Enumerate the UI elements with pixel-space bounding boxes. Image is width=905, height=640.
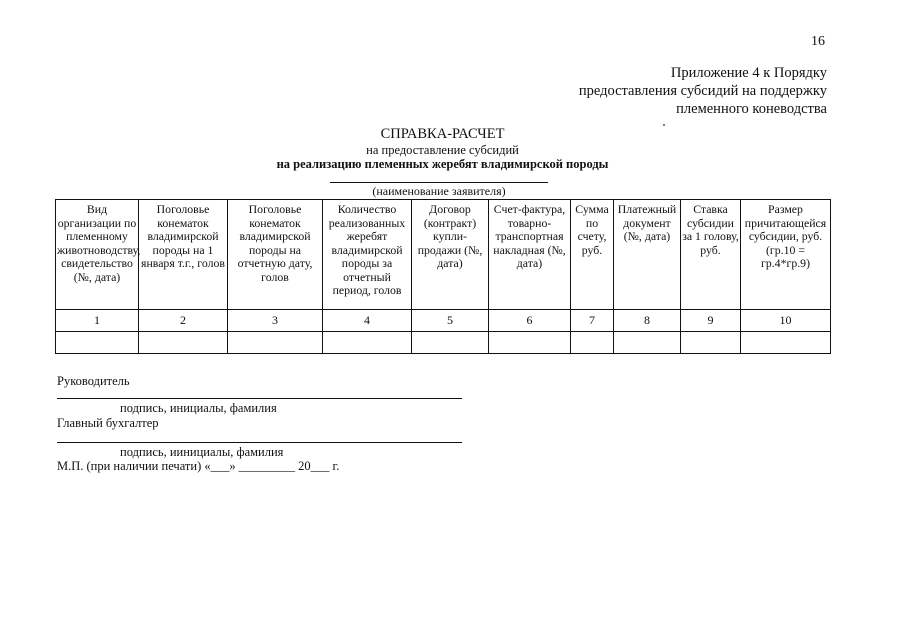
accountant-signature-caption: подпись, иинициалы, фамилия xyxy=(120,445,284,459)
appendix-reference xyxy=(579,64,827,118)
applicant-caption: (наименование заявителя) xyxy=(372,184,506,198)
document-subtitle: на предоставление субсидий xyxy=(366,143,519,157)
head-label: Руководитель xyxy=(57,374,130,388)
table-cell xyxy=(412,332,489,354)
page-number: 16 xyxy=(811,34,825,49)
table-cell xyxy=(741,332,831,354)
column-header: Договор (контракт) купли-продажи (№, дата) xyxy=(412,200,489,310)
table-row-empty xyxy=(56,332,831,354)
column-number: 1 xyxy=(56,310,139,332)
column-header: Количество реализованных жеребят владимирской породы за отчетный период, голов xyxy=(323,200,412,310)
table-cell xyxy=(681,332,741,354)
column-header: Сумма по счету, руб. xyxy=(571,200,614,310)
document-title: СПРАВКА-РАСЧЕТ xyxy=(380,126,505,142)
column-number: 2 xyxy=(139,310,228,332)
accountant-signature-line xyxy=(57,442,462,443)
table-header-row xyxy=(56,200,831,310)
column-header: Поголовье конематок владимирской породы на 1 января т.г., голов xyxy=(139,200,228,310)
column-number: 8 xyxy=(614,310,681,332)
appendix-line-3: племенного коневодства xyxy=(676,101,827,117)
head-signature-caption: подпись, инициалы, фамилия xyxy=(120,401,277,415)
column-number: 9 xyxy=(681,310,741,332)
column-header: Поголовье конематок владимирской породы на отчетную дату, голов xyxy=(228,200,323,310)
column-number: 3 xyxy=(228,310,323,332)
appendix-line-1: Приложение 4 к Порядку xyxy=(670,65,827,81)
table-cell xyxy=(614,332,681,354)
stamp-date-line: М.П. (при наличии печати) «___» _________ 20___ г. xyxy=(57,459,340,473)
head-signature-line xyxy=(57,398,462,399)
column-number: 5 xyxy=(412,310,489,332)
table-cell xyxy=(56,332,139,354)
chief-accountant-label: Главный бухгалтер xyxy=(57,416,159,430)
column-header: Платежный документ (№, дата) xyxy=(614,200,681,310)
table-cell xyxy=(571,332,614,354)
column-header: Ставка субсидии за 1 голову, руб. xyxy=(681,200,741,310)
column-number: 10 xyxy=(741,310,831,332)
title-block xyxy=(0,126,885,172)
table-cell xyxy=(139,332,228,354)
table-cell xyxy=(323,332,412,354)
column-number: 7 xyxy=(571,310,614,332)
applicant-name-line xyxy=(330,182,548,183)
table-cell xyxy=(228,332,323,354)
column-number-row xyxy=(56,310,831,332)
column-number: 4 xyxy=(323,310,412,332)
calculation-table xyxy=(55,199,831,354)
column-header: Счет-фактура, товарно-транспортная накладная (№, дата) xyxy=(489,200,571,310)
column-header: Размер причитающейся субсидии, руб. (гр.10 = гр.4*гр.9) xyxy=(741,200,831,310)
table-cell xyxy=(489,332,571,354)
column-number: 6 xyxy=(489,310,571,332)
column-header: Вид организации по племенному животноводству, свидетельство (№, дата) xyxy=(56,200,139,310)
appendix-line-2: предоставления субсидий на поддержку xyxy=(578,83,827,99)
document-subtitle-bold: на реализацию племенных жеребят владимирской породы xyxy=(276,157,609,171)
